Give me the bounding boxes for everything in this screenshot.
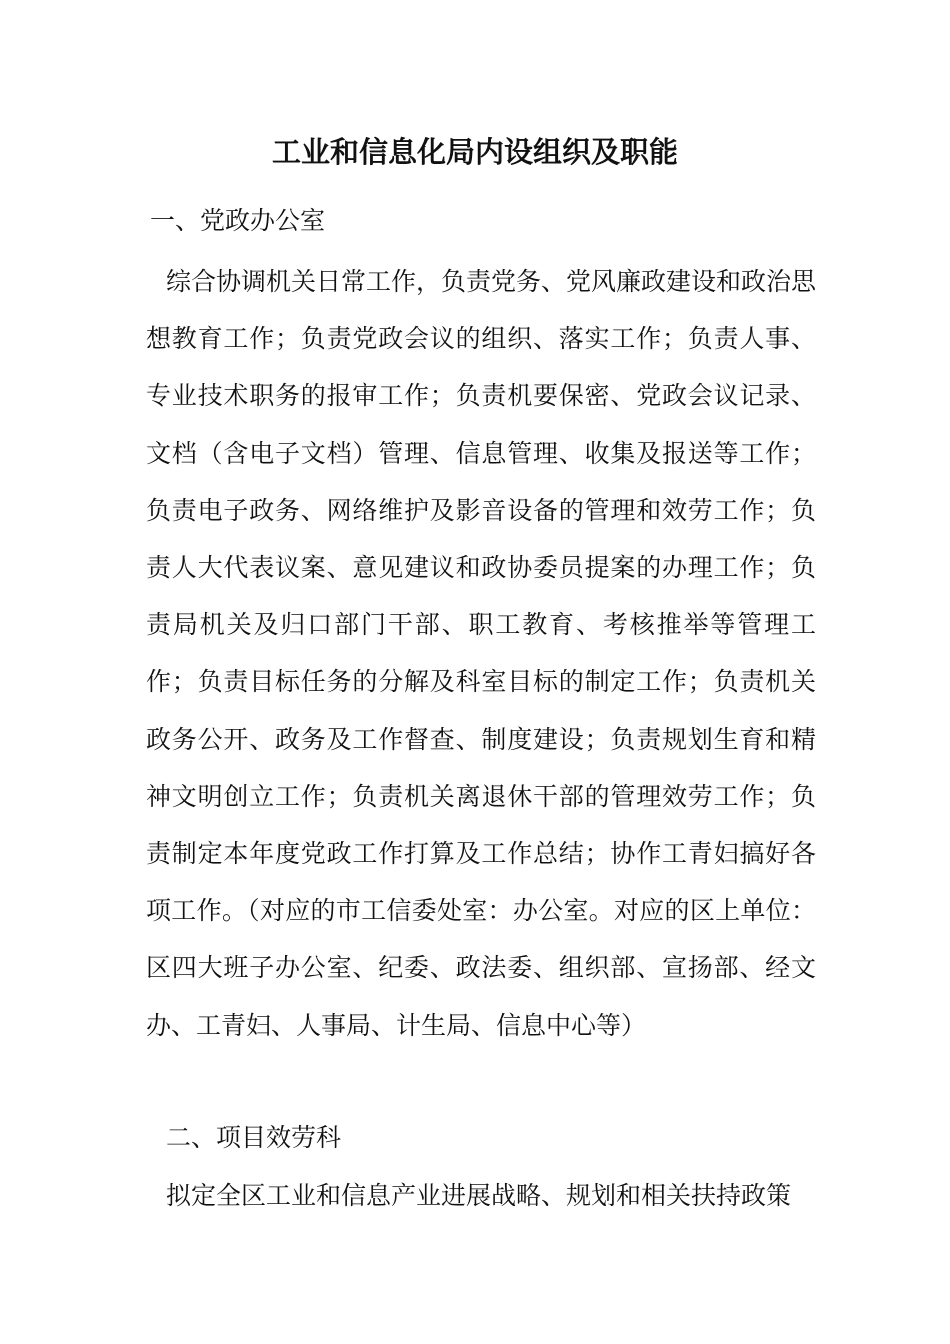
section-paragraph-project-service: 拟定全区工业和信息产业进展战略、规划和相关扶持政策	[166, 1181, 792, 1210]
section-paragraph-party-office: 综合协调机关日常工作，负责党务、党风廉政建设和政治思想教育工作；负责党政会议的组织、落实工作；负责人事、专业技术职务的报审工作；负责机要保密、党政会议记录、文档（含电子文档）管理、信息管理、收集及报送等工作；负责电子政务、网络维护及影音设备的管理和效劳工作；负责人大代表议案、意见建议和政协委员提案的办理工作；负责局机关及归口部门干部、职工教育、考核推举等管理工作；负责目标任务的分解及科室目标的制定工作；负责机关政务公开、政务及工作督查、制度建设；负责规划生育和精神文明创立工作；负责机关离退休干部的管理效劳工作；负责制定本年度党政工作打算及工作总结；协作工青妇搞好各项工作。（对应的市工信委处室：办公室。对应的区上单位：区四大班子办公室、纪委、政法委、组织部、宣扬部、经文办、工青妇、人事局、计生局、信息中心等）	[146, 267, 817, 1040]
document-title: 工业和信息化局内设组织及职能	[271, 135, 678, 169]
section-heading-project-service: 二、项目效劳科	[166, 1123, 342, 1152]
section-heading-party-office: 一、党政办公室	[150, 206, 326, 235]
